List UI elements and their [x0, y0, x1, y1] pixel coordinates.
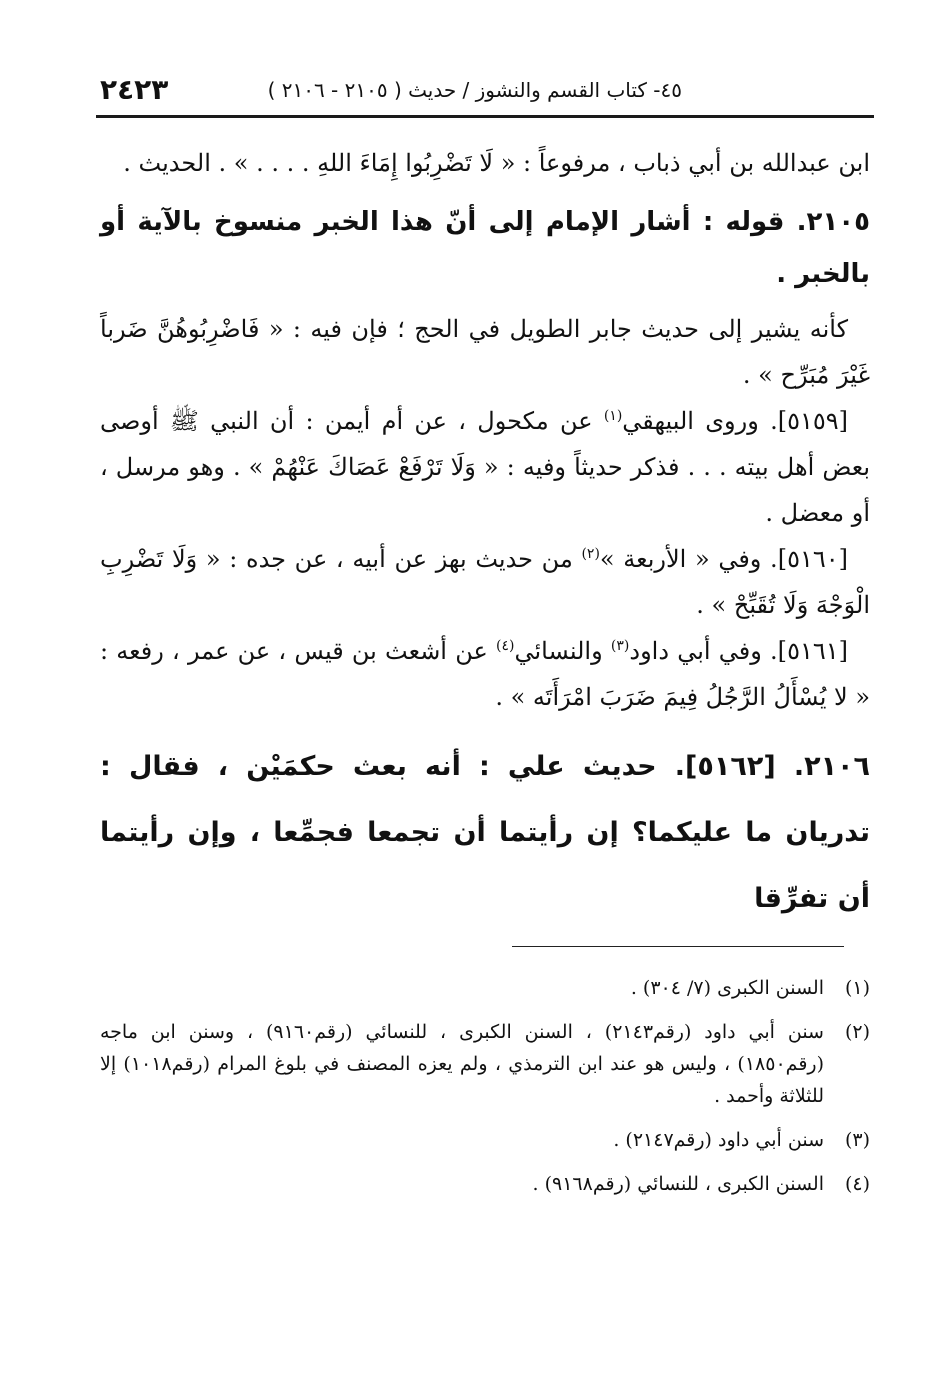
text-segment: [٥١٦٠]. وفي « الأربعة » — [599, 545, 848, 573]
main-text — [100, 140, 870, 932]
footnotes — [100, 972, 870, 1212]
section-heading-2106: ٢١٠٦. [٥١٦٢]. حديث علي : أنه بعث حكمَيْن ، فقال : تدريان ما عليكما؟ إن رأيتما أن تجمعا فجمِّعا ، وإن رأيتما أن تفرِّقا — [100, 751, 871, 914]
running-title: ٤٥- كتاب القسم والنشوز / حديث ( ٢١٠٥ - ٢١٠٦ ) — [267, 78, 682, 102]
footnote-2 — [100, 1016, 870, 1112]
text-segment: والنسائي — [514, 637, 611, 665]
paragraph-jabir: كأنه يشير إلى حديث جابر الطويل في الحج ؛ فإن فيه : « فَاضْرِبُوهُنَّ ضَرباً غَيْرَ مُبَرِّح » . — [100, 315, 870, 389]
footnote-text: سنن أبي داود (رقم٢١٤٧) . — [613, 1129, 824, 1151]
footnote-4 — [100, 1168, 870, 1200]
page-number: ٢٤٢٣ — [100, 73, 169, 106]
footnote-ref-3[interactable]: (٣) — [610, 638, 630, 654]
footnote-separator — [512, 946, 844, 947]
paragraph-5159 — [100, 398, 870, 536]
footnote-ref-1[interactable]: (١) — [603, 408, 623, 424]
section-heading-2105: ٢١٠٥. قوله : أشار الإمام إلى أنّ هذا الخبر منسوخ بالآية أو بالخبر . — [100, 207, 870, 289]
text-segment: من حديث بهز عن أبيه ، عن جده : « وَلَا تَضْرِبِ الْوَجْهَ وَلَا تُقَبِّحْ » . — [100, 545, 870, 619]
paragraph-5160 — [100, 536, 870, 628]
footnote-number: (٣) — [844, 1129, 870, 1151]
footnote-text: السنن الكبرى (٧/ ٣٠٤) . — [630, 977, 824, 999]
text-segment: [٥١٥٩]. وروى البيهقي — [622, 407, 848, 435]
footnote-number: (١) — [844, 977, 870, 999]
page-header — [100, 72, 872, 112]
paragraph-5161 — [100, 628, 870, 720]
footnote-1 — [100, 972, 870, 1004]
footnote-number: (٤) — [844, 1173, 870, 1195]
header-rule — [96, 115, 874, 118]
footnote-ref-2[interactable]: (٢) — [581, 546, 600, 562]
text-segment: [٥١٦١]. وفي أبي داود — [629, 637, 848, 665]
paragraph-continuation: ابن عبدالله بن أبي ذباب ، مرفوعاً : « لَا تَضْرِبُوا إِمَاءَ اللهِ . . . . » . الحديث . — [123, 149, 870, 177]
footnote-text: سنن أبي داود (رقم٢١٤٣) ، السنن الكبرى ، للنسائي (رقم٩١٦٠) ، وسنن ابن ماجه (رقم١٨٥٠) ، وليس هو عند ابن الترمذي ، ولم يعزه المصنف في بلوغ المرام (رقم١٠١٨) إلا للثلاثة وأحمد . — [100, 1021, 824, 1107]
footnote-3 — [100, 1124, 870, 1156]
footnote-text: السنن الكبرى ، للنسائي (رقم٩١٦٨) . — [532, 1173, 824, 1195]
footnote-ref-4[interactable]: (٤) — [496, 638, 515, 654]
text-segment: عن أشعث بن قيس ، عن عمر ، رفعه : « لا يُسْأَلُ الرَّجُلُ فِيمَ ضَرَبَ امْرَأَتَه » . — [100, 637, 870, 711]
text-segment: عن مكحول ، عن أم أيمن : أن النبي ﷺ أوصى بعض أهل بيته . . . فذكر حديثاً وفيه : « وَلَا تَرْفَعْ عَصَاكَ عَنْهُمْ » . وهو مرسل ، أو معضل . — [100, 407, 870, 527]
footnote-number: (٢) — [844, 1021, 870, 1043]
